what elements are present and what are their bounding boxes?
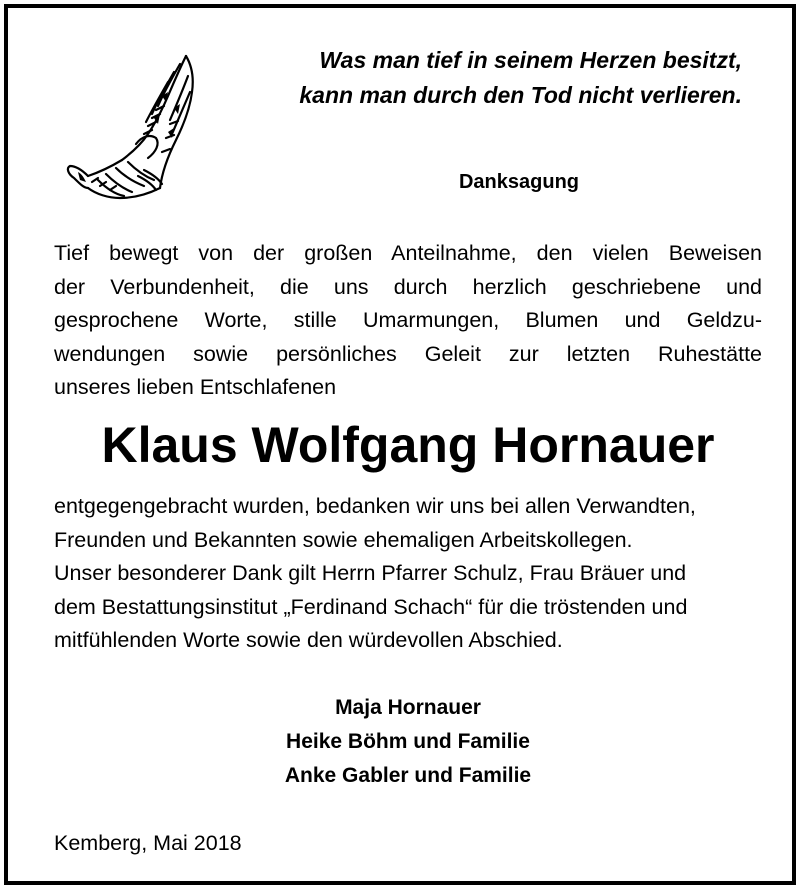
intro-line: gesprochene Worte, stille Umarmungen, Blumen und Geldzu- — [54, 308, 762, 332]
signer-name: Anke Gabler und Familie — [284, 764, 532, 787]
heading-danksagung: Danksagung — [458, 171, 580, 193]
signers-block — [8, 691, 800, 793]
deceased-name: Klaus Wolfgang Hornauer — [101, 417, 715, 473]
obituary-notice — [4, 4, 796, 885]
intro-line: der Verbundenheit, die uns durch herzlich geschriebene und — [54, 274, 762, 299]
thanks-line: Freunden und Bekannten sowie ehemaligen Arbeitskollegen. — [54, 527, 633, 552]
intro-line: unseres lieben Entschlafenen — [54, 375, 337, 399]
thanks-paragraph — [54, 490, 770, 658]
memorial-quote — [299, 43, 742, 113]
quote-line-2: kann man durch den Tod nicht verlieren. — [299, 82, 742, 108]
thanks-line: Unser besonderer Dank gilt Herrn Pfarrer Schulz, Frau Bräuer und — [54, 561, 687, 585]
thanks-line: dem Bestattungsinstitut „Ferdinand Schach“ für die tröstenden und — [54, 594, 688, 619]
intro-line: Tief bewegt von der großen Anteilnahme, den vielen Beweisen — [54, 241, 762, 265]
thanks-line: mitfühlenden Worte sowie den würdevollen Abschied. — [54, 628, 563, 652]
quote-line-1: Was man tief in seinem Herzen besitzt, — [319, 47, 742, 73]
intro-paragraph — [54, 237, 762, 405]
place-date: Kemberg, Mai 2018 — [54, 831, 242, 855]
signer-name: Maja Hornauer — [335, 696, 481, 719]
thanks-line: entgegengebracht wurden, bedanken wir uns bei allen Verwandten, — [54, 494, 696, 518]
signer-name: Heike Böhm und Familie — [286, 730, 530, 753]
intro-line: wendungen sowie persönliches Geleit zur letzten Ruhestätte — [54, 341, 762, 366]
